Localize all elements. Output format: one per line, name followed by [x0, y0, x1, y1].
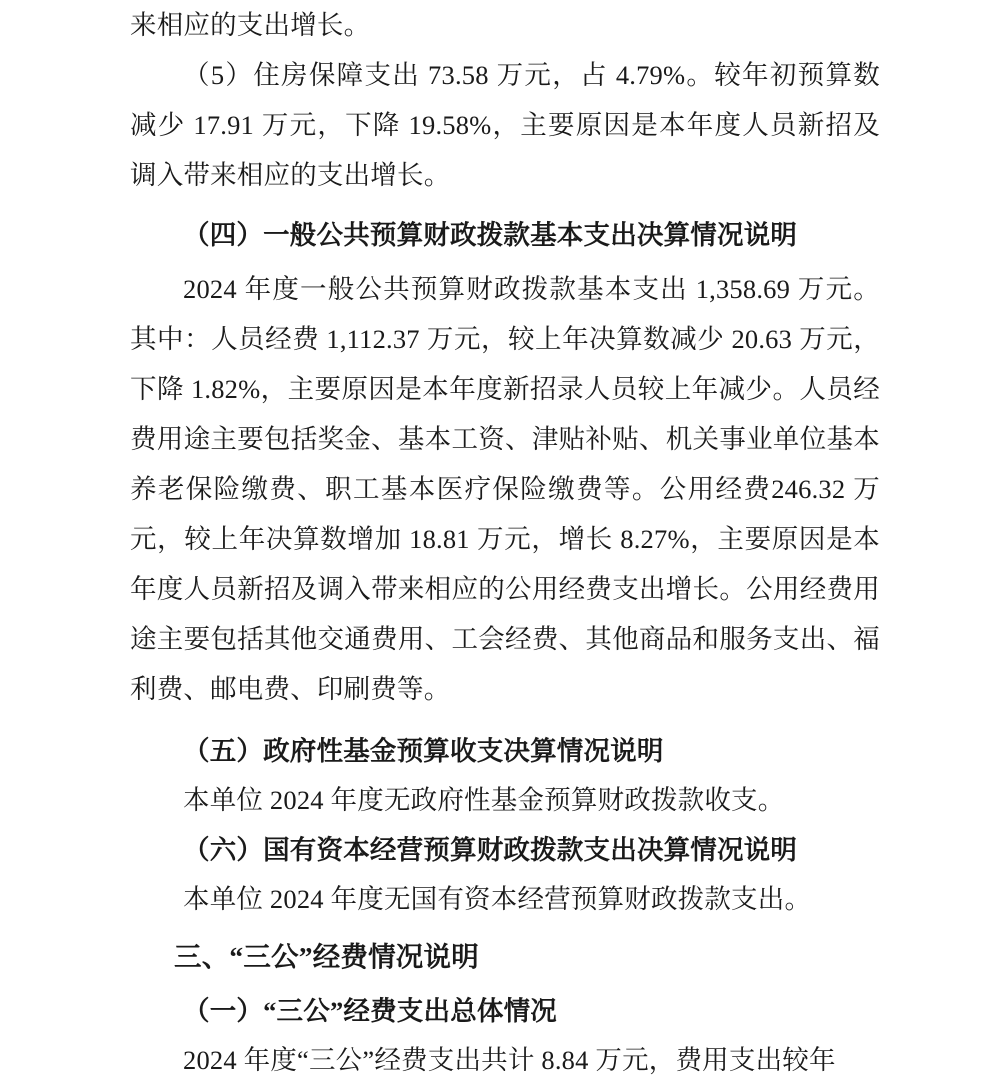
- heading-three-public-overview: （一）“三公”经费支出总体情况: [183, 996, 557, 1026]
- paragraph-three-public-total: 2024 年度“三公”经费支出共计 8.84 万元，费用支出较年: [183, 1045, 836, 1075]
- paragraph-housing-security: （5）住房保障支出 73.58 万元，占 4.79%。较年初预算数减少 17.91 万元，下降 19.58%，主要原因是本年度人员新招及调入带来相应的支出增长。: [130, 60, 880, 190]
- document-body: [130, 0, 880, 1085]
- heading-section-six: （六）国有资本经营预算财政拨款支出决算情况说明: [183, 835, 798, 865]
- spacer: [130, 714, 880, 726]
- paragraph-gov-fund: 本单位 2024 年度无政府性基金预算财政拨款收支。: [183, 785, 785, 815]
- heading-section-four: （四）一般公共预算财政拨款基本支出决算情况说明: [183, 220, 798, 250]
- heading-section-three-public: 三、“三公”经费情况说明: [174, 941, 479, 972]
- spacer: [130, 200, 880, 210]
- paragraph-continued: 来相应的支出增长。: [130, 10, 371, 40]
- paragraph-basic-expenditure: 2024 年度一般公共预算财政拨款基本支出 1,358.69 万元。其中：人员经费 1,112.37 万元，较上年决算数减少 20.63 万元，下降 1.82%，主要原因是本年度新招录人员较上年减少。人员经费用途主要包括奖金、基本工资、津贴补贴、机关事业单位基本养老保险缴费、职工基本医疗保险缴费等。公用经费246.32 万元，较上年决算数增加 18.81 万元，增长 8.27%，主要原因是本年度人员新招及调入带来相应的公用经费支出增长。公用经费用途主要包括其他交通费用、工会经费、其他商品和服务支出、福利费、邮电费、印刷费等。: [130, 274, 880, 704]
- spacer: [130, 924, 880, 932]
- heading-section-five: （五）政府性基金预算收支决算情况说明: [183, 736, 664, 766]
- paragraph-state-capital: 本单位 2024 年度无国有资本经营预算财政拨款支出。: [183, 884, 812, 914]
